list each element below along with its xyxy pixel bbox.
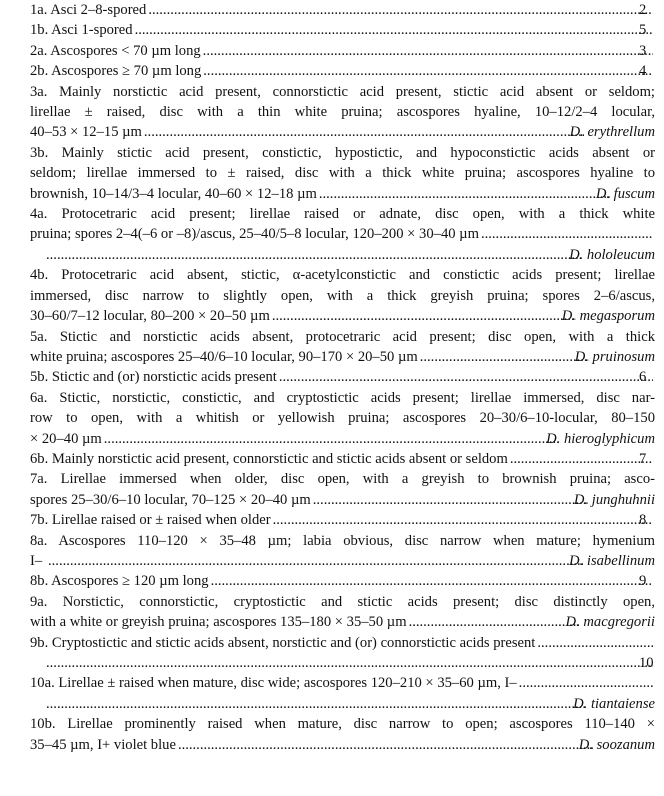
species-name: D. fuscum <box>595 185 655 202</box>
entry-text: 9a. Norstictic, connorstictic, cryptostictic and stictic acids present; disc distinctly open, <box>30 593 655 610</box>
identification-key <box>30 0 655 755</box>
leader-dots <box>148 0 653 20</box>
entry-text: 3a. Mainly norstictic acid present, connorstictic acid present, stictic acid absent or seldom; <box>30 83 655 100</box>
species-name: D. macgregorii <box>565 614 655 631</box>
entry-text: 4a. Protocetraric acid present; lirellae raised or adnate, disc open, with a thick white <box>30 206 655 223</box>
leader-dots <box>135 20 653 40</box>
species-name: D. hololeucum <box>569 246 655 263</box>
entry-text: spores 25–30/6–10 locular, 70–125 × 20–40 µm <box>30 491 311 508</box>
entry-text: seldom; lirellae immersed to ± raised, disc with a thick white pruina; ascospores hyaline to <box>30 165 655 182</box>
entry-text: lirellae ± raised, disc with a thin white pruina; ascospores hyaline, 10–12/2–4 locular, <box>30 104 655 121</box>
leader-dots <box>313 490 588 510</box>
key-entry-8a: 8a. Ascospores 110–120 × 35–48 µm; labia obvious, disc narrow when mature; hymenium I– ..... D. isabellinum <box>30 531 655 572</box>
entry-text: × 20–40 µm <box>30 430 102 447</box>
key-entry-1a: 1a. Asci 2–8-spored ..... 2 <box>30 0 655 20</box>
species-name: D. pruinosum <box>574 348 655 365</box>
leader-dots <box>46 245 583 265</box>
species-name: D. junghuhnii <box>573 491 655 508</box>
leader-dots <box>203 61 653 81</box>
entry-text: 1a. Asci 2–8-spored <box>30 2 147 18</box>
key-entry-9b: 9b. Cryptostictic and stictic acids absent, norstictic and (or) connorstictic acids present ..... ..... 10 <box>30 633 655 674</box>
key-entry-3a <box>30 82 655 143</box>
key-entry-10a <box>30 673 655 714</box>
leader-dots <box>272 306 576 326</box>
key-entry-5b: 5b. Stictic and (or) norstictic acids present ..... 6 <box>30 367 655 387</box>
leader-dots <box>104 429 560 449</box>
entry-text: white pruina; ascospores 25–40/6–10 locular, 90–170 × 20–50 µm <box>30 348 418 365</box>
entry-text: 5a. Stictic and norstictic acids absent, protocetraric acid present; disc open, with a thick <box>30 328 655 345</box>
leader-dots <box>203 41 653 61</box>
entry-text: brownish, 10–14/3–4 locular, 40–60 × 12–18 µm <box>30 185 317 202</box>
leader-dots <box>319 184 610 204</box>
leader-dots <box>46 694 587 714</box>
entry-text: 40–53 × 12–15 µm <box>30 124 142 141</box>
key-entry-6a <box>30 388 655 449</box>
entry-text: 7b. Lirellae raised or ± raised when older <box>30 512 271 529</box>
entry-text: 7a. Lirellae immersed when older, disc open, with a greyish to brownish pruina; asco- <box>30 471 655 488</box>
entry-text: 10a. Lirellae ± raised when mature, disc wide; ascospores 120–210 × 35–60 µm, I– <box>30 675 517 692</box>
key-entry-1b: 1b. Asci 1-spored ..... 5 <box>30 20 655 40</box>
leader-dots <box>273 510 653 530</box>
entry-text: 2a. Ascospores < 70 µm long <box>30 42 201 59</box>
species-name: D. isabellinum <box>569 552 655 569</box>
leader-dots <box>481 224 653 244</box>
leader-dots <box>211 571 653 591</box>
key-entry-4b <box>30 265 655 326</box>
entry-text: 8a. Ascospores 110–120 × 35–48 µm; labia obvious, disc narrow when mature; hymenium <box>30 532 655 549</box>
key-entry-6b: 6b. Mainly norstictic acid present, connorstictic and stictic acids absent or seldom ..... 7 <box>30 449 655 469</box>
species-name: D. megasporum <box>561 308 655 325</box>
entry-text: pruina; spores 2–4(–6 or –8)/ascus, 25–40/5–8 locular, 120–200 × 30–40 µm <box>30 226 479 243</box>
entry-text: 6b. Mainly norstictic acid present, connorstictic and stictic acids absent or seldom <box>30 450 508 467</box>
leader-dots <box>46 653 653 673</box>
entry-text: 30–60/7–12 locular, 80–200 × 20–50 µm <box>30 308 270 325</box>
key-entry-2b: 2b. Ascospores ≥ 70 µm long ..... 4 <box>30 61 655 81</box>
species-name: D. hieroglyphicum <box>546 430 655 447</box>
leader-dots <box>519 673 653 693</box>
entry-text: 6a. Stictic, norstictic, constictic, and cryptostictic acids present; lirellae immersed, disc nar- <box>30 389 655 406</box>
entry-text: with a white or greyish pruina; ascospores 135–180 × 35–50 µm <box>30 614 407 631</box>
entry-text: 5b. Stictic and (or) norstictic acids present <box>30 369 277 386</box>
key-entry-9a <box>30 592 655 633</box>
key-entry-7a <box>30 469 655 510</box>
leader-dots <box>144 122 584 142</box>
entry-text: immersed, disc narrow to slightly open, with a thick greyish pruina; spores 2–6/ascus, <box>30 287 655 304</box>
entry-text: 35–45 µm, I+ violet blue <box>30 736 176 753</box>
leader-dots <box>409 612 580 632</box>
key-entry-3b <box>30 143 655 204</box>
leader-dots <box>420 347 589 367</box>
leader-dots <box>178 735 593 755</box>
species-name: D. erythrellum <box>569 124 655 141</box>
entry-text: row to open, with a whitish or yellowish pruina; ascospores 20–30/6–10-locular, 80–150 <box>30 410 655 427</box>
species-name: D. tiantaiense <box>573 695 655 712</box>
key-entry-10b <box>30 714 655 755</box>
entry-text: 1b. Asci 1-spored <box>30 22 133 39</box>
entry-text: 2b. Ascospores ≥ 70 µm long <box>30 63 202 80</box>
key-entry-7b: 7b. Lirellae raised or ± raised when older ..... 8 <box>30 510 655 530</box>
entry-text: 10b. Lirellae prominently raised when mature, disc narrow to open; ascospores 110–140 × <box>30 716 655 733</box>
leader-dots <box>48 551 583 571</box>
entry-text: 9b. Cryptostictic and stictic acids absent, norstictic and (or) connorstictic acids present <box>30 634 536 651</box>
key-entry-4a <box>30 204 655 265</box>
species-name: D. soozanum <box>578 736 655 753</box>
leader-dots <box>537 633 653 653</box>
key-entry-5a <box>30 327 655 368</box>
leader-dots <box>510 449 653 469</box>
key-entry-2a: 2a. Ascospores < 70 µm long ..... 3 <box>30 41 655 61</box>
entry-text: 3b. Mainly stictic acid present, constictic, hypostictic, and hypoconstictic acids absent or <box>30 144 655 161</box>
key-entry-8b: 8b. Ascospores ≥ 120 µm long ..... 9 <box>30 571 655 591</box>
leader-dots <box>279 367 653 387</box>
entry-text: 8b. Ascospores ≥ 120 µm long <box>30 573 209 590</box>
entry-text: 4b. Protocetraric acid absent, stictic, α-acetylconstictic and constictic acids present; lirellae <box>30 267 655 284</box>
